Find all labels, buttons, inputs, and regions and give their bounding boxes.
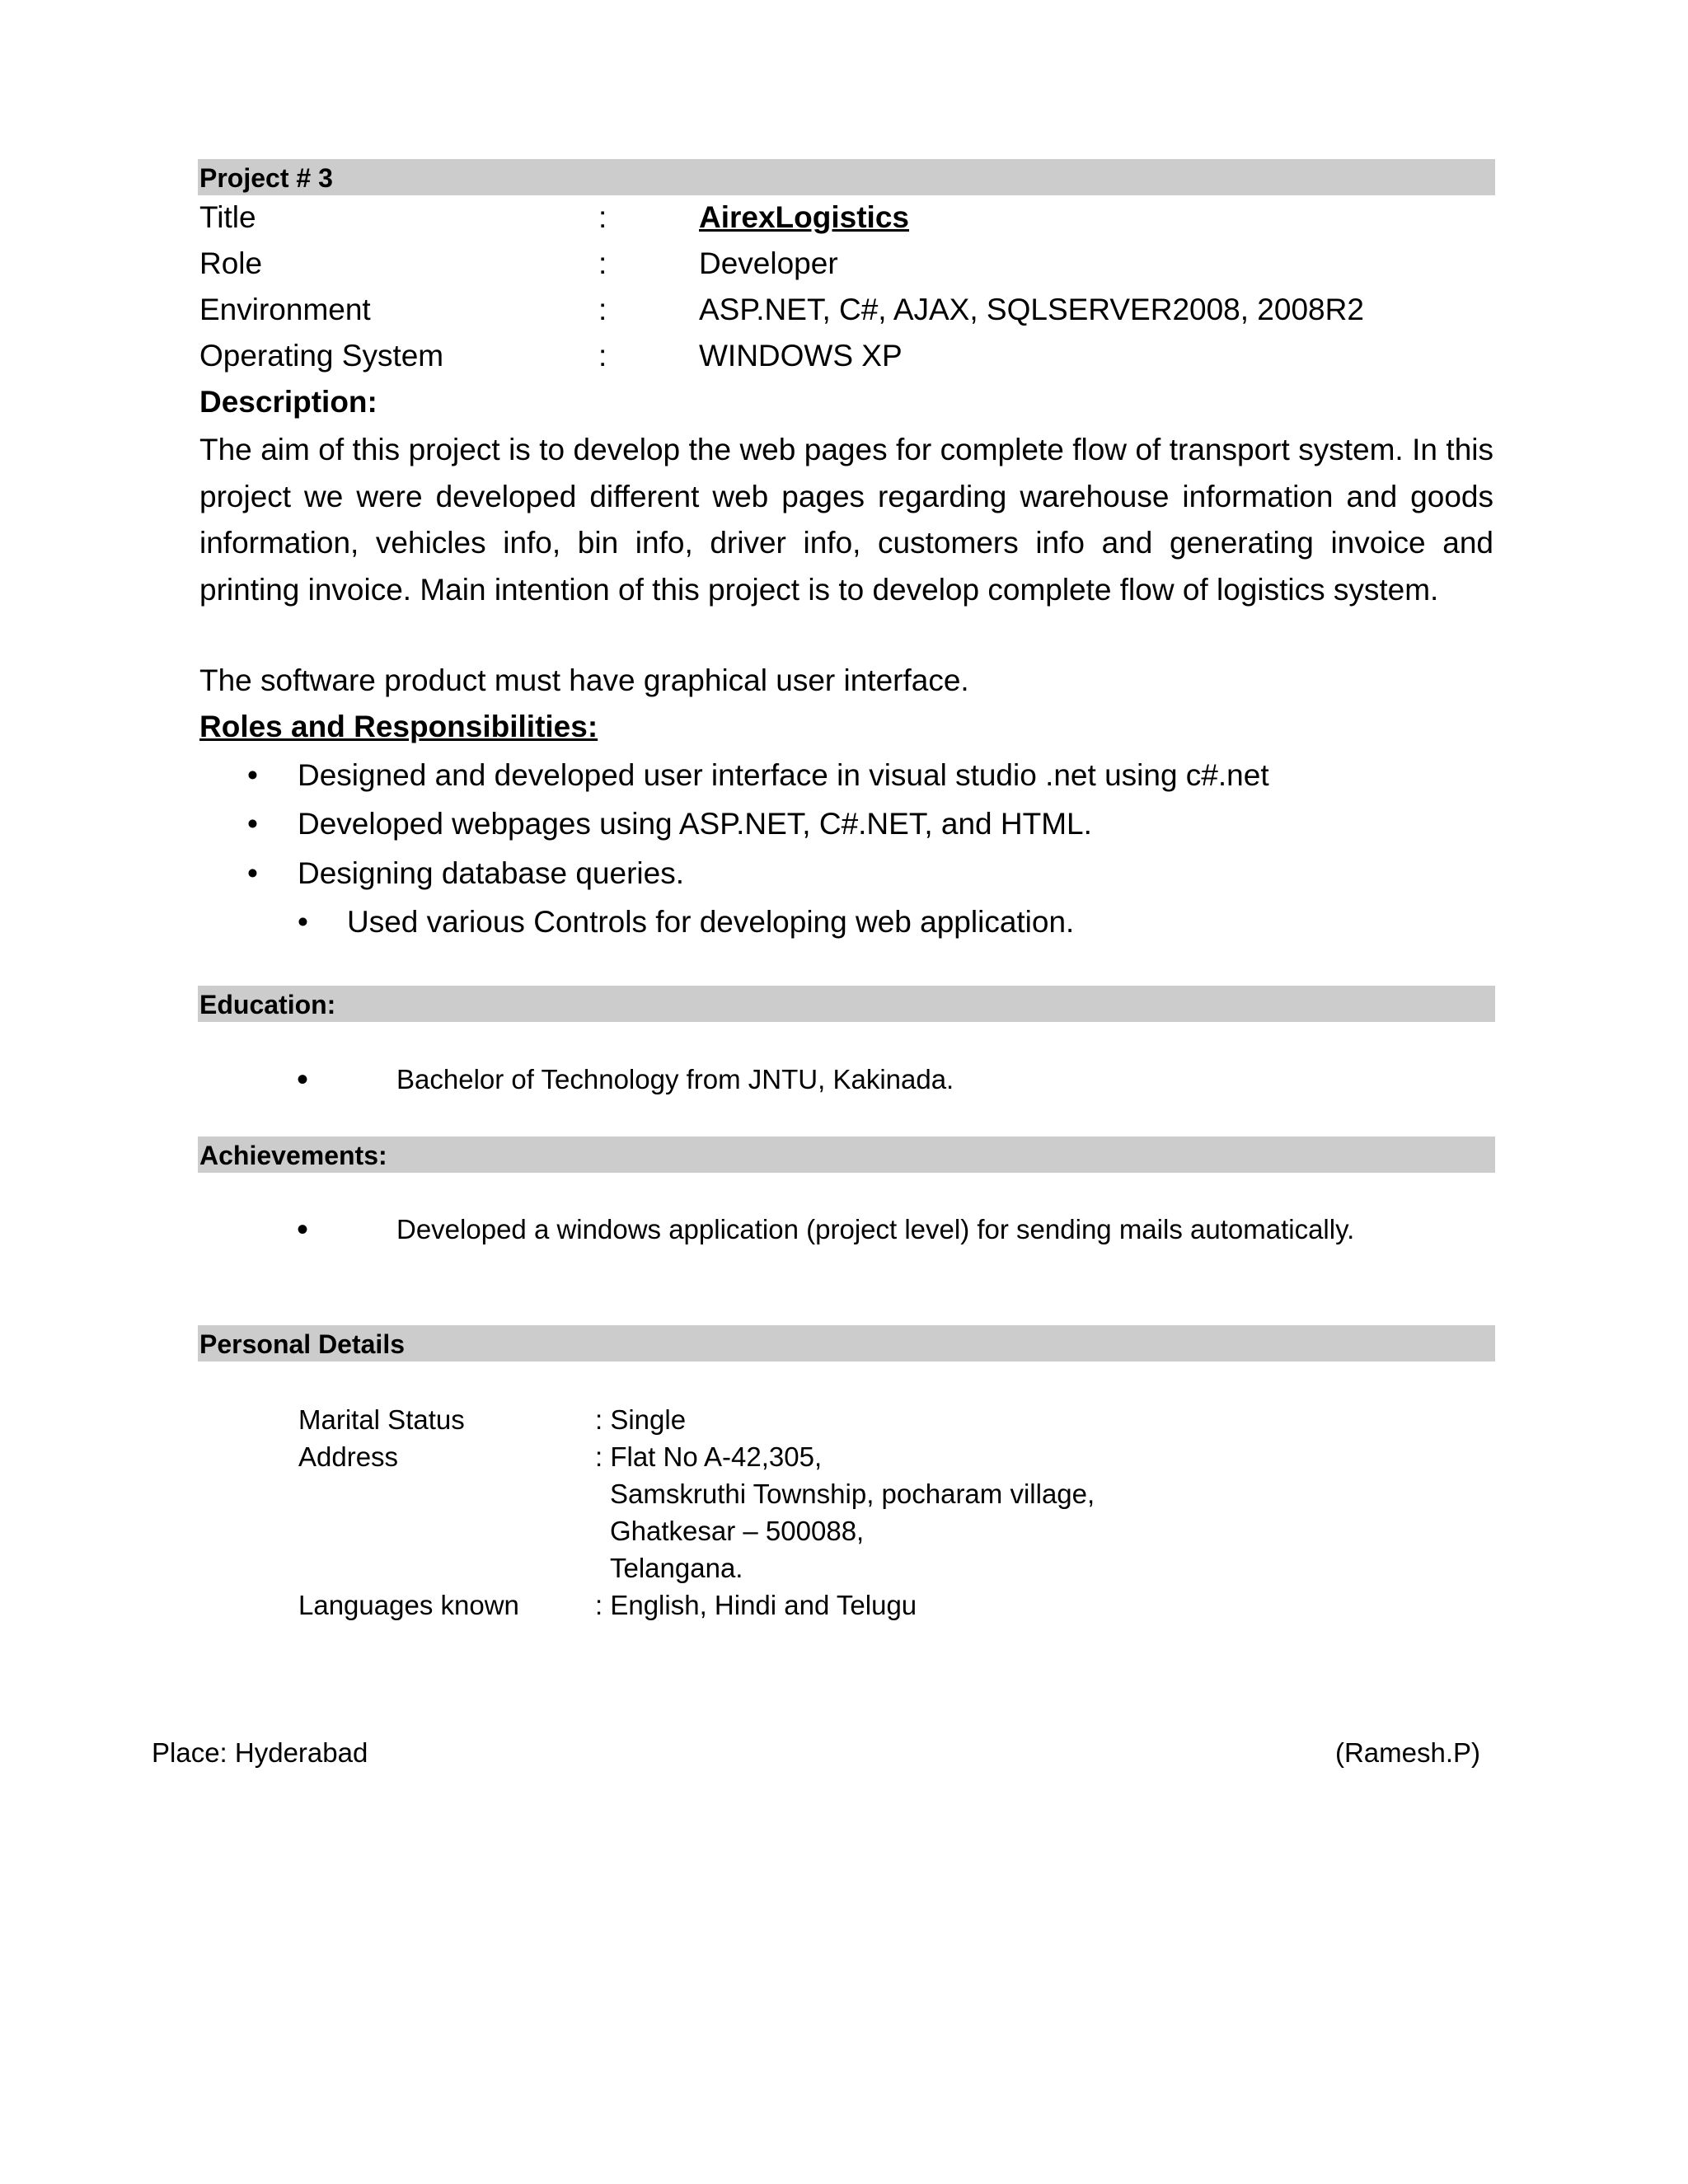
environment-value: ASP.NET, C#, AJAX, SQLSERVER2008, 2008R2 (699, 293, 1364, 326)
environment-colon: : (598, 293, 607, 326)
role-item-3: Designing database queries. (298, 856, 684, 890)
personal-header: Personal Details (199, 1329, 405, 1359)
project-header: Project # 3 (199, 163, 333, 193)
description-extra: The software product must have graphical user interface. (199, 663, 969, 697)
education-header-band (198, 986, 1495, 1022)
bullet-icon: • (247, 807, 258, 841)
languages-value: : English, Hindi and Telugu (595, 1590, 917, 1620)
description-text: The aim of this project is to develop the web pages for complete flow of transport system. In this project we were developed different web pages regarding warehouse information and goods information, vehicles info, bin info, driver info, customers info and generating invoice and printing invoice. Main intention of this project is to develop complete flow of logistics system. (199, 433, 1493, 607)
achievement-item-1: Developed a windows application (project level) for sending mails automatically. (396, 1214, 1355, 1244)
address-line-4: Telangana. (610, 1553, 743, 1583)
address-label: Address (298, 1441, 399, 1472)
os-label: Operating System (199, 339, 444, 373)
marital-value: : Single (595, 1404, 687, 1435)
address-line-2: Samskruthi Township, pocharam village, (610, 1479, 1095, 1509)
description-heading: Description: (199, 385, 377, 419)
bullet-icon: • (298, 905, 308, 939)
achievements-header-band (198, 1137, 1495, 1173)
education-item-1: Bachelor of Technology from JNTU, Kakinada. (396, 1064, 954, 1094)
title-colon: : (598, 200, 607, 234)
address-line-1: : Flat No A-42,305, (595, 1441, 823, 1472)
role-colon: : (598, 246, 607, 280)
role-item-2: Developed webpages using ASP.NET, C#.NET, and HTML. (298, 807, 1092, 841)
bullet-icon: • (247, 758, 258, 792)
title-value: AirexLogistics (699, 200, 909, 234)
bullet-icon: • (297, 1062, 309, 1098)
role-item-1: Designed and developed user interface in visual studio .net using c#.net (298, 758, 1269, 792)
bullet-icon: • (247, 856, 258, 890)
title-label: Title (199, 200, 256, 234)
project-header-band (198, 159, 1495, 195)
roles-heading: Roles and Responsibilities: (199, 710, 598, 743)
achievements-header: Achievements: (199, 1141, 387, 1170)
os-colon: : (598, 339, 607, 373)
place-text: Place: Hyderabad (152, 1737, 368, 1768)
personal-header-band (198, 1325, 1495, 1361)
languages-label: Languages known (298, 1590, 519, 1620)
bullet-icon: • (297, 1212, 309, 1248)
role-value: Developer (699, 246, 838, 280)
role-item-4: Used various Controls for developing web application. (347, 905, 1075, 939)
role-label: Role (199, 246, 263, 280)
education-header: Education: (199, 990, 336, 1019)
marital-label: Marital Status (298, 1404, 465, 1435)
os-value: WINDOWS XP (699, 339, 903, 373)
signature-text: (Ramesh.P) (1334, 1737, 1480, 1768)
environment-label: Environment (199, 293, 371, 326)
address-line-3: Ghatkesar – 500088, (610, 1516, 865, 1546)
